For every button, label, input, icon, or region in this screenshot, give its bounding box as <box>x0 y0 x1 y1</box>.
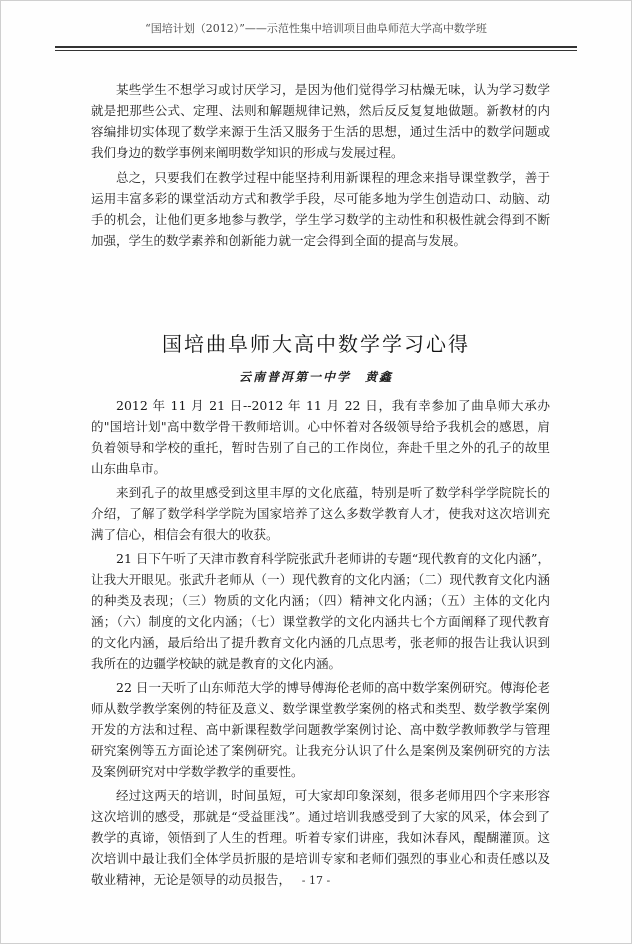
paragraph: 某些学生不想学习或讨厌学习，是因为他们觉得学习枯燥无味，认为学习数学就是把那些公式、定理、法则和解题规律记熟，然后反反复复地做题。新教材的内容编排切实体现了数学来源于生活又服务于生活的思想，通过生活中的数学问题或我们身边的数学事例来阐明数学知识的形成与发展过程。 <box>91 82 550 160</box>
paragraph: 经过这两天的培训，时间虽短，可大家却印象深刻，很多老师用四个字来形容这次培训的感受，那就是“受益匪浅”。通过培训我感受到了大家的风采，体会到了教学的真谛，领悟到了人生的哲理。听着专家们讲座，我如沐春风，醍醐灌顶。这次培训中最让我们全体学员折服的是培训专家和老师们强烈的事业心和责任感以及敬业精神，无论是领导的动员报告， <box>91 788 550 887</box>
article-author: 云南普洱第一中学 黄鑫 <box>238 370 393 384</box>
previous-article-section <box>91 79 550 251</box>
article-title: 国培曲阜师大高中数学学习心得 <box>162 332 470 356</box>
paragraph: 来到孔子的故里感受到这里丰厚的文化底蕴，特别是听了数学科学学院院长的介绍，了解了数学科学学院为国家培养了这么多数学教育人才，使我对这次培训充满了信心，相信会有很大的收获。 <box>91 485 550 542</box>
paragraph: 21 日下午听了天津市教育科学院张武升老师讲的专题“现代教育的文化内涵”，让我大开眼见。张武升老师从（一）现代教育的文化内涵；（二）现代教育文化内涵的种类及表现；（三）物质的文化内涵；（四）精神文化内涵；（五）主体的文化内涵；（六）制度的文化内涵；（七）课堂教学的文化内涵共七个方面阐释了现代教育的文化内涵，最后给出了提升教育文化内涵的几点思考，张老师的报告让我认识到我所在的边疆学校缺的就是教育的文化内涵。 <box>91 551 550 671</box>
page-number: - 17 - <box>301 874 331 887</box>
paragraph: 2012 年 11 月 21 日--2012 年 11 月 22 日，我有幸参加了曲阜师大承办的"国培计划"高中数学骨干教师培训。心中怀着对各级领导给予我机会的感恩，肩负着领导和学校的重托，暂时告别了自己的工作岗位，奔赴千里之外的孔子的故里山东曲阜市。 <box>91 398 550 476</box>
running-header: “国培计划（2012）”——示范性集中培训项目曲阜师范大学高中数学班 <box>145 22 487 35</box>
header-rule-thin <box>55 50 577 51</box>
paragraph: 总之，只要我们在教学过程中能坚持利用新课程的理念来指导课堂教学，善于运用丰富多彩的课堂活动方式和教学手段，尽可能多地为学生创造动口、动脑、动手的机会，让他们更多地参与教学，学生学习数学的主动性和积极性就会得到不断加强，学生的数学素养和创新能力就一定会得到全面的提高与发展。 <box>91 170 550 248</box>
paragraph: 22 日一天听了山东师范大学的博导傅海伦老师的高中数学案例研究。傅海伦老师从数学教学案例的特征及意义、数学课堂教学案例的格式和类型、数学教学案例开发的方法和过程、高中新课程数学问题教学案例讨论、高中数学教师教学与管理研究案例等五方面论述了案例研究。让我充分认识了什么是案例及案例研究的方法及案例研究对中学数学教学的重要性。 <box>91 680 550 779</box>
header-rule <box>55 46 577 48</box>
article-body <box>91 395 550 890</box>
